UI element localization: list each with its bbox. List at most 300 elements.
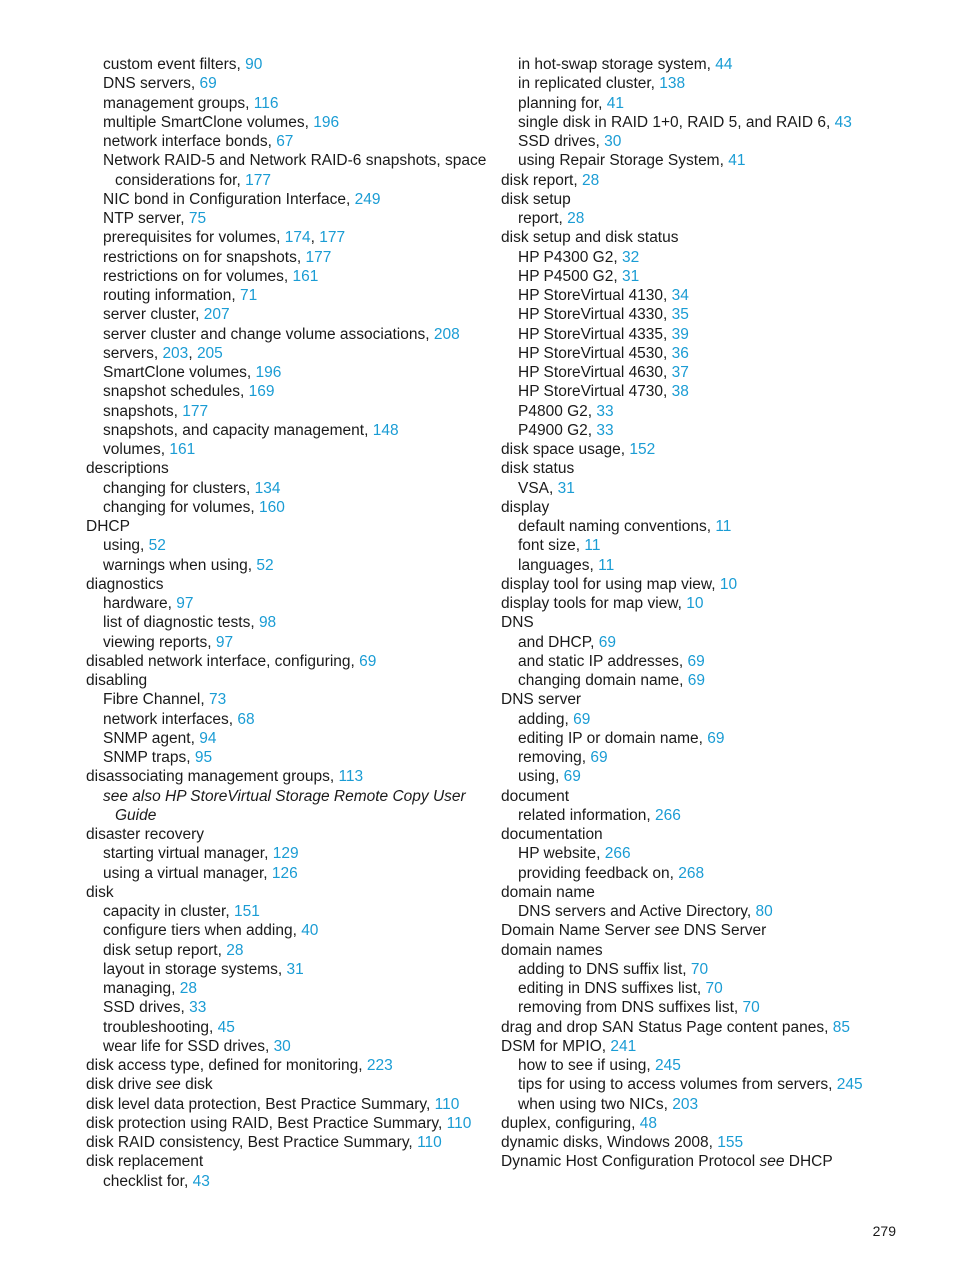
page-ref-link[interactable]: 41	[606, 94, 625, 112]
entry-text: report,	[518, 210, 568, 227]
entry-text: disk	[86, 883, 114, 901]
entry-text: drag and drop SAN Status Page content panes,	[501, 1018, 833, 1036]
entry-text: providing feedback on,	[518, 864, 679, 882]
index-entry	[86, 1095, 491, 1114]
index-subentry	[86, 748, 491, 767]
page-ref-link[interactable]: 10	[719, 575, 738, 593]
entry-text: starting virtual manager,	[103, 845, 273, 863]
index-entry	[86, 1114, 491, 1133]
page-ref-link[interactable]: 45	[217, 1018, 235, 1036]
index-subentry	[501, 1095, 921, 1114]
index-subentry	[501, 671, 921, 690]
page-ref-link[interactable]: 33	[189, 999, 207, 1017]
entry-text: domain name	[501, 883, 595, 901]
page-ref-link[interactable]: 90	[245, 56, 263, 73]
entry-text: how to see if using,	[518, 1057, 655, 1074]
page-ref-link[interactable]: 110	[434, 1095, 460, 1113]
entry-text: DNS servers and Active Directory,	[518, 903, 756, 920]
entry-text: troubleshooting,	[103, 1018, 218, 1036]
entry-text: planning for,	[518, 94, 607, 112]
page-ref-link[interactable]: 151	[233, 903, 260, 920]
index-entry	[501, 459, 921, 478]
page-ref-link[interactable]: 71	[240, 287, 258, 304]
index-column-left	[86, 55, 491, 1191]
index-subentry	[86, 864, 491, 883]
entry-text: editing in DNS suffixes list,	[518, 980, 706, 997]
entry-text: volumes,	[103, 441, 170, 458]
entry-text: font size,	[518, 537, 585, 555]
entry-text: Network RAID-5 and Network RAID-6 snapshots, space	[103, 152, 487, 170]
entry-text: VSA,	[518, 479, 558, 497]
page-ref-link[interactable]: 67	[276, 133, 294, 150]
entry-text: snapshots, and capacity management,	[103, 421, 373, 439]
index-entry	[501, 825, 921, 844]
page-ref-link[interactable]: 241	[610, 1037, 637, 1055]
page-ref-link[interactable]: 28	[179, 980, 197, 997]
entry-text: SNMP agent,	[103, 729, 200, 747]
entry-text: network interfaces,	[103, 710, 238, 728]
page-ref-link[interactable]: 10	[686, 595, 704, 612]
page-ref-link[interactable]: 38	[671, 383, 689, 401]
index-entry	[86, 1133, 491, 1152]
page-ref-link[interactable]: 245	[655, 1057, 681, 1074]
page-ref-link[interactable]: 110	[446, 1114, 472, 1132]
entry-text: HP StoreVirtual 4335,	[518, 325, 672, 343]
entry-text: default naming conventions,	[518, 518, 716, 535]
index-subentry	[501, 248, 921, 267]
page-ref-link[interactable]: 69	[598, 633, 616, 651]
page-ref-link[interactable]: 52	[148, 537, 166, 555]
page-ref-link[interactable]: 11	[715, 518, 732, 535]
page-ref-link[interactable]: 69	[687, 652, 705, 670]
page-ref-link[interactable]: 245	[836, 1076, 863, 1094]
index-subentry	[86, 325, 491, 344]
index-subentry	[86, 979, 491, 998]
page-ref-link[interactable]: 85	[832, 1018, 851, 1036]
entry-text: see also HP StoreVirtual Storage Remote Copy User	[103, 787, 466, 805]
entry-text: changing for clusters,	[103, 479, 255, 497]
page-ref-link[interactable]: 110	[417, 1134, 442, 1151]
entry-text: server cluster,	[103, 306, 204, 324]
page-ref-link[interactable]: 155	[717, 1134, 744, 1151]
index-subentry	[86, 440, 491, 459]
page-ref-link[interactable]: 69	[563, 768, 581, 786]
page-ref-link[interactable]: 196	[313, 113, 340, 131]
entry-text: hardware,	[103, 595, 177, 612]
index-entry	[501, 228, 921, 247]
page-ref-link[interactable]: 11	[584, 537, 601, 555]
page-ref-link[interactable]: 113	[338, 768, 364, 786]
index-subentry	[501, 979, 921, 998]
index-subentry	[501, 94, 921, 113]
entry-text: capacity in cluster,	[103, 903, 234, 920]
page-ref-link[interactable]: 69	[199, 75, 217, 93]
index-subentry	[86, 921, 491, 940]
index-subentry	[501, 536, 921, 555]
page-ref-link[interactable]: 160	[258, 498, 285, 516]
index-entry	[501, 1133, 921, 1152]
index-subentry	[86, 94, 491, 113]
page-ref-link[interactable]: 138	[659, 75, 686, 93]
page-ref-link[interactable]: 177	[182, 402, 209, 420]
page-ref-link[interactable]: 129	[272, 845, 299, 863]
index-entry	[501, 594, 921, 613]
index-subentry	[86, 613, 491, 632]
page-ref-link[interactable]: 152	[629, 441, 656, 458]
index-entry	[86, 1152, 491, 1171]
entry-text: NTP server,	[103, 210, 189, 227]
entry-text: Guide	[115, 806, 157, 824]
page-ref-link[interactable]: 203	[672, 1095, 699, 1113]
page-ref-link[interactable]: 43	[834, 113, 852, 131]
entry-text: disk replacement	[86, 1153, 204, 1171]
page-ref-link[interactable]: 70	[742, 999, 760, 1017]
page-ref-link[interactable]: 73	[208, 691, 227, 709]
page-ref-link[interactable]: 177	[245, 171, 271, 189]
page-ref-link[interactable]: 32	[621, 248, 640, 266]
page-ref-link[interactable]: 208	[433, 325, 460, 343]
entry-text: tips for using to access volumes from servers,	[518, 1076, 837, 1094]
index-subentry	[501, 556, 921, 575]
see-reference: see	[654, 922, 680, 940]
page-ref-link[interactable]: 37	[671, 364, 689, 381]
page-ref-link[interactable]: 177	[305, 248, 332, 266]
page-ref-link[interactable]: 70	[690, 960, 709, 978]
page-ref-link[interactable]: 69	[590, 749, 608, 766]
page-ref-link[interactable]: 43	[192, 1172, 210, 1190]
index-entry	[501, 921, 921, 940]
entry-text: Fibre Channel,	[103, 691, 209, 709]
index-entry	[86, 575, 491, 594]
entry-text: using,	[518, 768, 564, 786]
index-subentry	[501, 806, 921, 825]
index-subentry	[86, 844, 491, 863]
entry-text: Dynamic Host Configuration Protocol	[501, 1153, 760, 1171]
page-ref-link[interactable]: 174	[284, 229, 311, 247]
entry-text: checklist for,	[103, 1172, 193, 1190]
entry-text: and static IP addresses,	[518, 652, 688, 670]
entry-text: configure tiers when adding,	[103, 922, 302, 940]
entry-text: editing IP or domain name,	[518, 729, 708, 747]
index-subentry	[86, 787, 491, 806]
entry-text: HP P4500 G2,	[518, 267, 622, 285]
index-subentry	[86, 998, 491, 1017]
entry-text: using a virtual manager,	[103, 864, 272, 882]
entry-text: duplex, configuring,	[501, 1114, 640, 1132]
entry-text: disk status	[501, 460, 575, 478]
page-ref-link[interactable]: 161	[169, 441, 196, 458]
page-ref-link[interactable]: 30	[604, 133, 622, 150]
entry-text: disk space usage,	[501, 441, 630, 458]
entry-text: HP StoreVirtual 4730,	[518, 383, 672, 401]
page-ref-link[interactable]: 94	[199, 729, 217, 747]
index-subentry	[86, 286, 491, 305]
page-ref-link[interactable]: 148	[372, 421, 399, 439]
entry-text: management groups,	[103, 94, 254, 112]
page-ref-link[interactable]: 40	[301, 922, 319, 940]
index-subentry	[501, 402, 921, 421]
index-subentry	[86, 960, 491, 979]
page-ref-link[interactable]: 41	[728, 152, 746, 170]
page-ref-link[interactable]: 97	[176, 595, 194, 612]
page-ref-link[interactable]: 69	[707, 729, 725, 747]
page-ref-link[interactable]: 44	[715, 56, 733, 73]
entry-text: DNS servers,	[103, 75, 200, 93]
page-ref-link[interactable]: 28	[567, 210, 585, 227]
page-ref-link[interactable]: 205	[196, 344, 223, 362]
page-ref-link[interactable]: 69	[573, 710, 591, 728]
index-subentry	[501, 864, 921, 883]
index-entry	[86, 883, 491, 902]
index-subentry	[501, 1056, 921, 1075]
entry-text: P4900 G2,	[518, 421, 597, 439]
page-ref-link[interactable]: 223	[366, 1057, 393, 1074]
entry-text: restrictions on for volumes,	[103, 267, 293, 285]
entry-text: diagnostics	[86, 575, 164, 593]
entry-text: network interface bonds,	[103, 133, 277, 150]
entry-text: restrictions on for snapshots,	[103, 248, 306, 266]
entry-text: multiple SmartClone volumes,	[103, 113, 314, 131]
page-ref-link[interactable]: 69	[687, 672, 706, 689]
page-ref-link[interactable]: 33	[596, 402, 614, 420]
index-subentry	[501, 113, 921, 132]
entry-text: in hot-swap storage system,	[518, 56, 716, 73]
entry-text: languages,	[518, 556, 599, 574]
page-ref-link[interactable]: 169	[248, 383, 275, 401]
page-ref-link[interactable]: 266	[655, 806, 681, 824]
index-subentry	[86, 1172, 491, 1191]
page-ref-link[interactable]: 48	[639, 1114, 657, 1132]
index-subentry	[501, 998, 921, 1017]
page-ref-link[interactable]: 70	[705, 980, 723, 997]
index-entry	[86, 517, 491, 536]
entry-text: related information,	[518, 806, 655, 824]
index-subentry	[86, 556, 491, 575]
entry-text: descriptions	[86, 460, 169, 478]
entry-text: removing,	[518, 749, 591, 766]
entry-text: using,	[103, 537, 149, 555]
index-subentry	[86, 132, 491, 151]
index-entry	[501, 690, 921, 709]
index-entry	[501, 1018, 921, 1037]
entry-text: disassociating management groups,	[86, 768, 339, 786]
index-subentry	[86, 113, 491, 132]
entry-text: disabling	[86, 672, 148, 689]
page-ref-link[interactable]: 207	[203, 306, 230, 324]
see-target: DNS Server	[679, 922, 767, 940]
index-subentry	[501, 209, 921, 228]
page-ref-link[interactable]: 52	[256, 556, 274, 574]
entry-text: snapshot schedules,	[103, 383, 249, 401]
entry-text: adding to DNS suffix list,	[518, 960, 691, 978]
entry-text: HP website,	[518, 845, 605, 863]
index-entry	[86, 767, 491, 786]
index-entry	[501, 1152, 921, 1171]
index-subentry	[86, 305, 491, 324]
page-ref-link[interactable]: 97	[215, 633, 234, 651]
index-subentry	[501, 710, 921, 729]
entry-text: custom event filters,	[103, 56, 246, 73]
page-ref-link[interactable]: 28	[581, 171, 600, 189]
entry-text: DNS server	[501, 691, 582, 709]
page-ref-link[interactable]: 98	[258, 614, 277, 632]
page-ref-link[interactable]: 134	[254, 479, 281, 497]
entry-text: dynamic disks, Windows 2008,	[501, 1134, 718, 1151]
index-subentry	[86, 171, 491, 190]
index-entry	[86, 1075, 491, 1094]
entry-text: and DHCP,	[518, 633, 599, 651]
entry-text: disk drive	[86, 1076, 156, 1094]
index-subentry	[86, 690, 491, 709]
index-column-right	[501, 55, 921, 1172]
page-ref-link[interactable]: 11	[598, 556, 615, 574]
page-ref-link[interactable]: 28	[226, 941, 244, 959]
page-ref-link[interactable]: 266	[604, 845, 631, 863]
entry-text: DSM for MPIO,	[501, 1037, 611, 1055]
page-ref-link[interactable]: 31	[557, 479, 575, 497]
entry-text: servers,	[103, 344, 163, 362]
entry-text: DNS	[501, 614, 534, 632]
page-ref-link[interactable]: 203	[162, 344, 189, 362]
index-subentry	[501, 305, 921, 324]
index-subentry	[501, 286, 921, 305]
entry-text: disk access type, defined for monitoring,	[86, 1057, 367, 1074]
index-subentry	[86, 248, 491, 267]
index-entry	[501, 440, 921, 459]
page-ref-link[interactable]: 31	[286, 960, 304, 978]
entry-text: disaster recovery	[86, 826, 205, 843]
index-entry	[86, 825, 491, 844]
page-ref-link[interactable]: 39	[671, 325, 689, 343]
index-subentry	[501, 55, 921, 74]
see-reference: see	[759, 1153, 785, 1171]
index-subentry	[86, 402, 491, 421]
index-entry	[501, 941, 921, 960]
index-subentry	[86, 209, 491, 228]
entry-text: SmartClone volumes,	[103, 364, 256, 381]
page-ref-link[interactable]: 116	[253, 94, 279, 112]
entry-text: disk setup and disk status	[501, 229, 679, 247]
index-subentry	[501, 652, 921, 671]
page-ref-link[interactable]: 35	[671, 306, 689, 324]
index-subentry	[501, 479, 921, 498]
entry-text: changing for volumes,	[103, 498, 259, 516]
index-subentry	[501, 902, 921, 921]
entry-text: HP StoreVirtual 4130,	[518, 287, 672, 304]
index-entry	[86, 652, 491, 671]
index-subentry	[86, 1018, 491, 1037]
entry-text: Domain Name Server	[501, 922, 655, 940]
entry-text: removing from DNS suffixes list,	[518, 999, 743, 1017]
index-subentry	[501, 960, 921, 979]
index-subentry: prerequisites for volumes, 174, 177	[103, 229, 346, 247]
entry-text: DHCP	[86, 518, 130, 535]
page-ref-link[interactable]: 177	[319, 229, 346, 247]
index-subentry	[86, 74, 491, 93]
page-ref-link[interactable]: 31	[621, 267, 640, 285]
index-entry	[501, 190, 921, 209]
index-entry	[86, 1056, 491, 1075]
page-ref-link[interactable]: 36	[671, 344, 689, 362]
entry-text: single disk in RAID 1+0, RAID 5, and RAID 6,	[518, 113, 835, 131]
index-subentry	[86, 151, 491, 170]
entry-text: disk level data protection, Best Practice Summary,	[86, 1095, 435, 1113]
page-ref-link[interactable]: 196	[255, 364, 282, 381]
entry-text: domain names	[501, 941, 603, 959]
index-subentry	[86, 594, 491, 613]
index-subentry	[501, 748, 921, 767]
page-ref-link[interactable]: 30	[273, 1037, 291, 1055]
index-subentry	[501, 325, 921, 344]
index-subentry	[501, 132, 921, 151]
entry-text: in replicated cluster,	[518, 75, 660, 93]
index-subentry	[86, 941, 491, 960]
page-ref-link[interactable]: 95	[194, 749, 213, 766]
index-entry	[86, 671, 491, 690]
index-subentry	[86, 633, 491, 652]
index-subentry	[86, 190, 491, 209]
entry-text: managing,	[103, 980, 180, 997]
entry-text: considerations for,	[115, 171, 246, 189]
index-entry	[501, 171, 921, 190]
page-ref-link[interactable]: 161	[292, 267, 319, 285]
index-entry	[501, 787, 921, 806]
entry-text: using Repair Storage System,	[518, 152, 729, 170]
entry-text: display tools for map view,	[501, 595, 687, 612]
index-subentry	[501, 767, 921, 786]
index-subentry	[86, 421, 491, 440]
page-ref-link[interactable]: 268	[678, 864, 705, 882]
entry-text: disk setup	[501, 190, 571, 208]
index-subentry	[86, 806, 491, 825]
page-ref-link[interactable]: 126	[271, 864, 298, 882]
index-subentry	[86, 363, 491, 382]
index-subentry	[86, 479, 491, 498]
entry-text: disk report,	[501, 171, 582, 189]
index-subentry	[501, 517, 921, 536]
page-ref-link[interactable]: 34	[671, 287, 689, 304]
entry-text: HP StoreVirtual 4630,	[518, 364, 672, 381]
page-ref-link[interactable]: 249	[354, 190, 381, 208]
page-ref-link[interactable]: 33	[596, 421, 614, 439]
entry-text: NIC bond in Configuration Interface,	[103, 190, 355, 208]
page-ref-link[interactable]: 68	[237, 710, 255, 728]
index-entry	[501, 1114, 921, 1133]
page-number: 279	[872, 1223, 896, 1239]
entry-text: server cluster and change volume associations,	[103, 325, 434, 343]
entry-text: document	[501, 787, 570, 805]
entry-text: layout in storage systems,	[103, 960, 287, 978]
entry-text: P4800 G2,	[518, 402, 597, 420]
index-subentry	[501, 421, 921, 440]
entry-text: viewing reports,	[103, 633, 216, 651]
see-target: DHCP	[784, 1153, 833, 1171]
see-reference: see	[155, 1076, 181, 1094]
index-subentry	[86, 498, 491, 517]
index-subentry	[501, 1075, 921, 1094]
page-ref-link[interactable]: 75	[188, 210, 207, 227]
page-ref-link[interactable]: 80	[755, 903, 773, 920]
index-subentry	[501, 267, 921, 286]
entry-text: wear life for SSD drives,	[103, 1037, 274, 1055]
index-entry	[501, 883, 921, 902]
entry-text: SNMP traps,	[103, 749, 195, 766]
entry-text: prerequisites for volumes,	[103, 229, 285, 247]
page-ref-link[interactable]: 69	[359, 652, 377, 670]
entry-text: list of diagnostic tests,	[103, 614, 259, 632]
entry-text: warnings when using,	[103, 556, 257, 574]
index-subentry	[86, 902, 491, 921]
